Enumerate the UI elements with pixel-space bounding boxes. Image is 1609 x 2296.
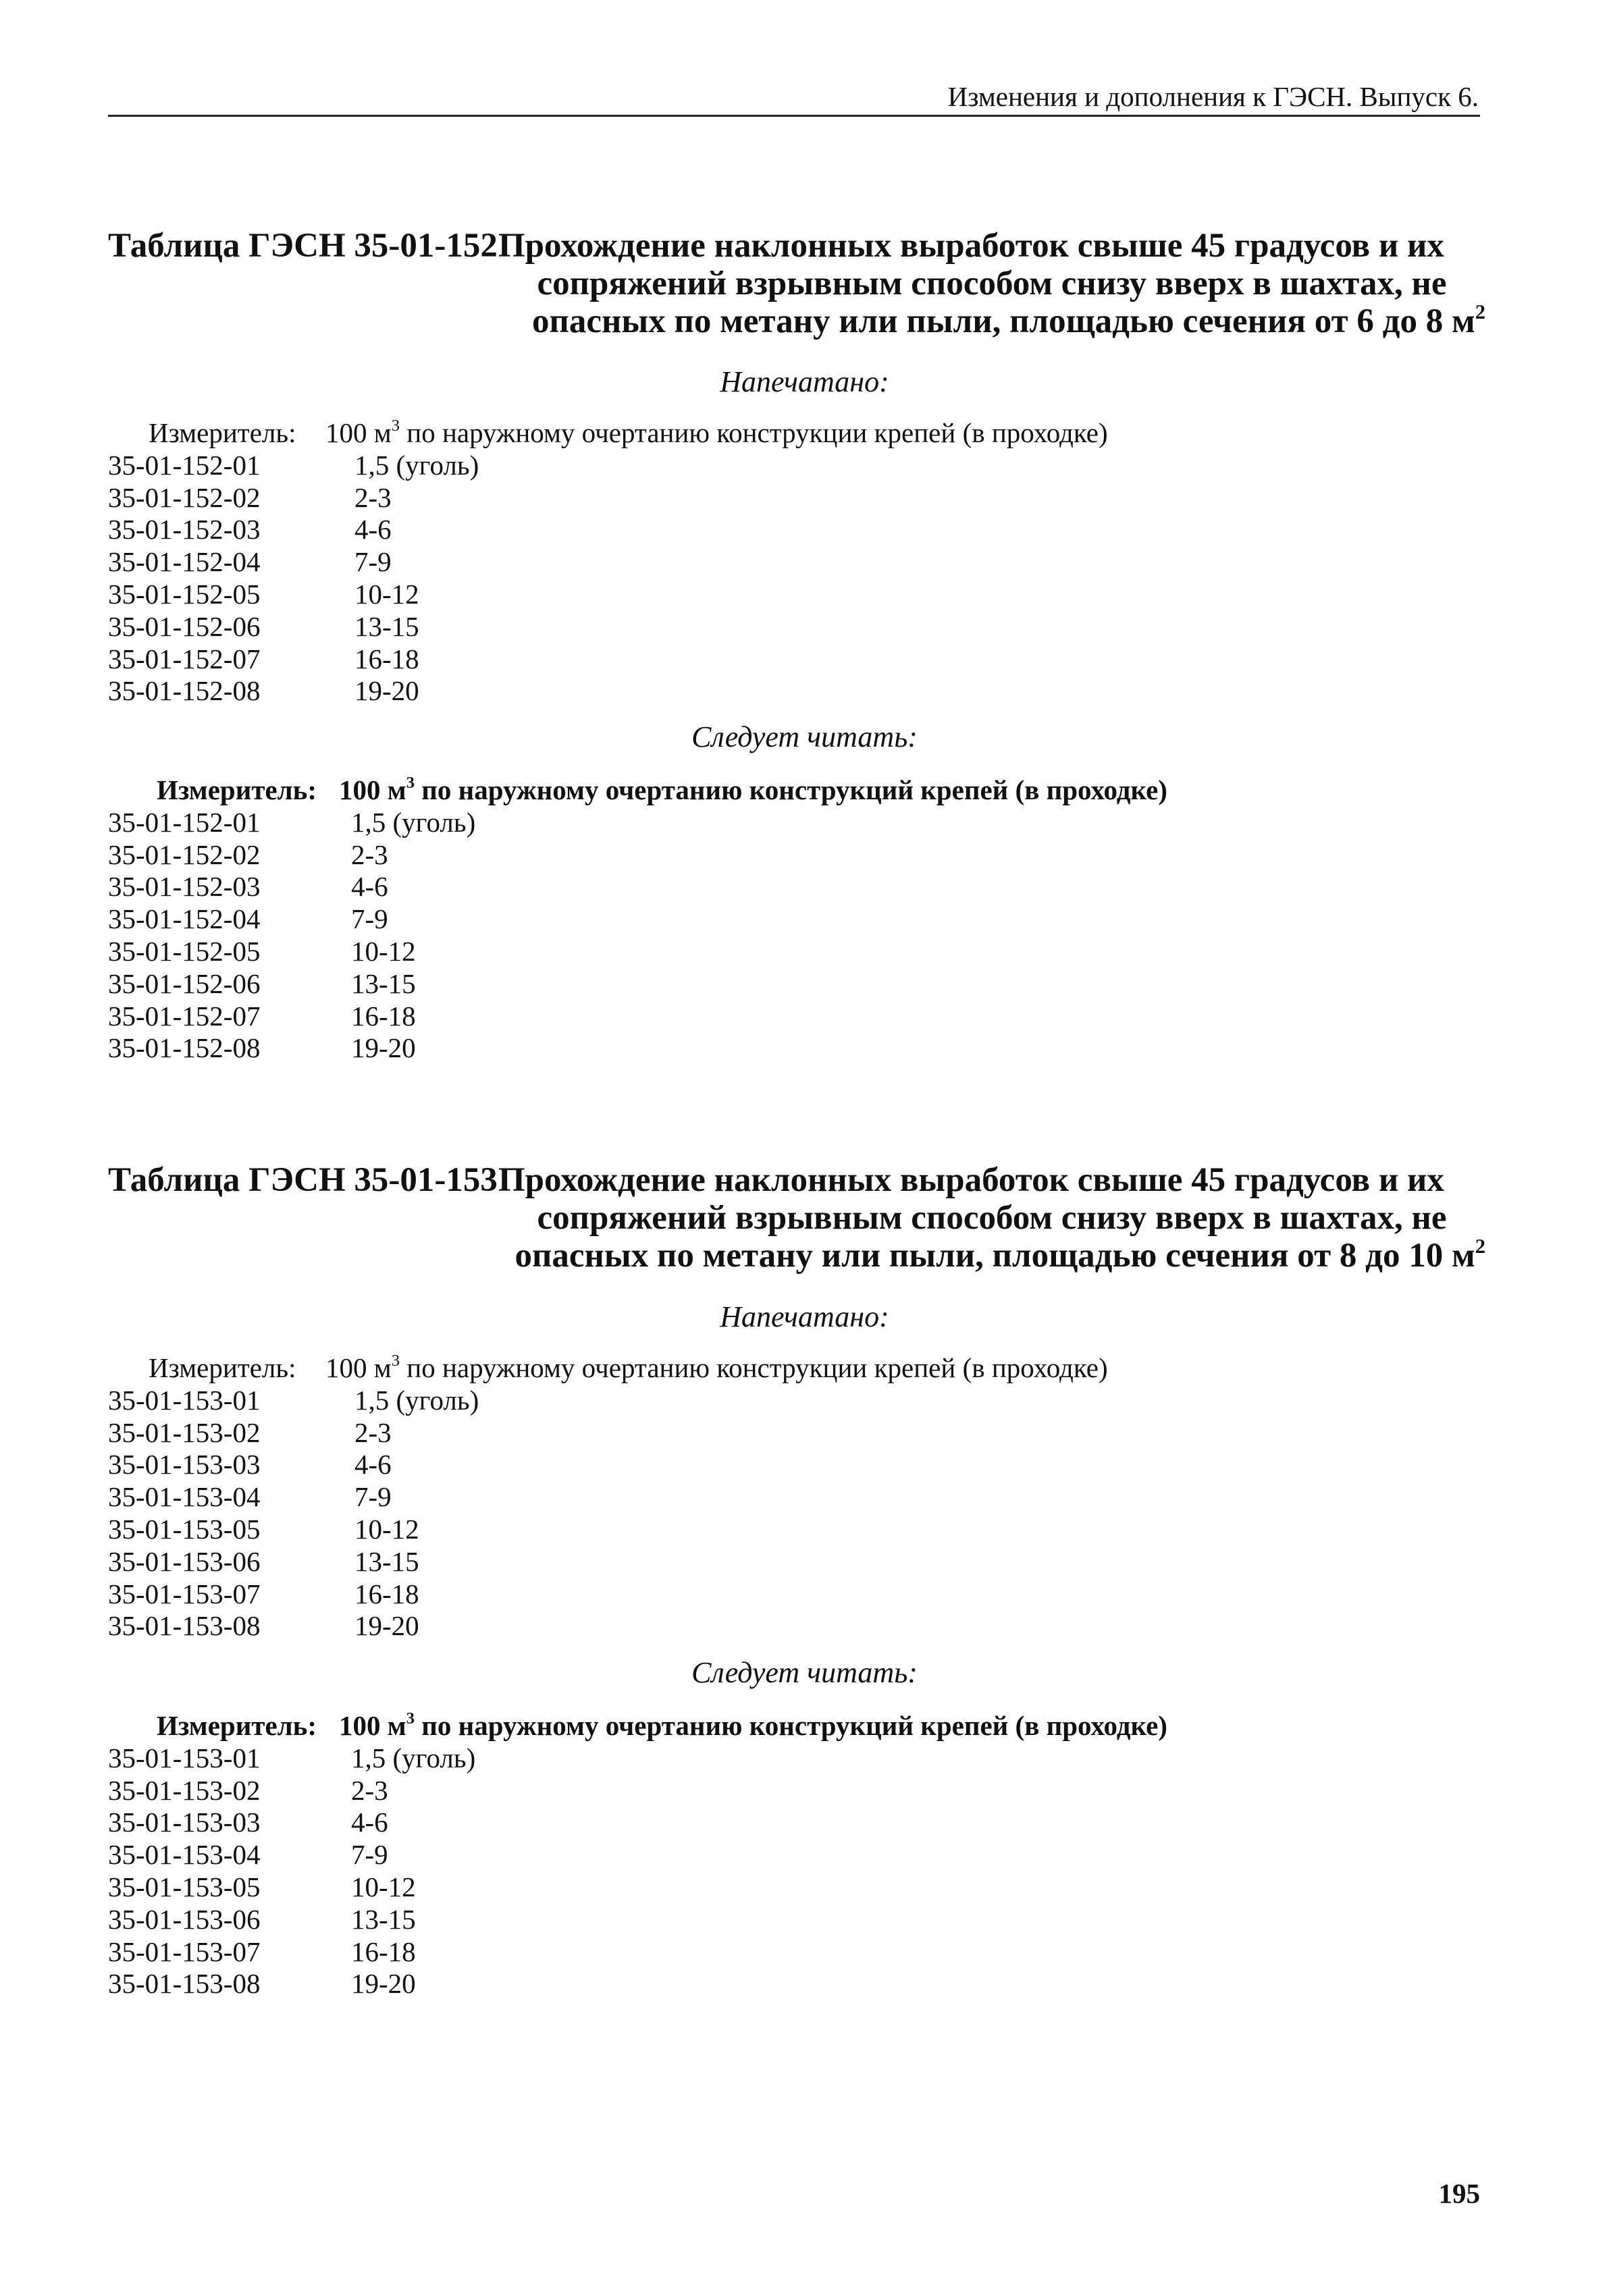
row-value: 19-20 — [351, 1032, 416, 1064]
row-value: 2-3 — [351, 838, 388, 870]
table-row — [108, 1904, 1458, 1936]
row-code: 35-01-152-06 — [108, 967, 261, 999]
row-code: 35-01-153-07 — [108, 1578, 261, 1609]
table-row — [108, 1936, 1458, 1969]
table-row — [108, 839, 1458, 872]
row-code: 35-01-152-01 — [108, 806, 261, 838]
table-row — [108, 1775, 1458, 1807]
row-code: 35-01-153-03 — [108, 1807, 261, 1838]
table-row — [108, 611, 1458, 643]
printed-block-152 — [108, 417, 1458, 708]
row-code: 35-01-152-03 — [108, 514, 261, 545]
row-code: 35-01-152-05 — [108, 935, 261, 967]
page-number: 195 — [1438, 2178, 1480, 2209]
row-code: 35-01-152-02 — [108, 481, 261, 513]
caption-corrected: Следует читать: — [691, 720, 918, 753]
unit-text: 100 $м^3$ по наружному очертанию конструкций крепей (в проходке) — [339, 774, 1167, 805]
row-code: 35-01-152-07 — [108, 643, 261, 674]
row-code: 35-01-153-04 — [108, 1839, 261, 1871]
corrected-block-152 — [108, 774, 1458, 1065]
table-row — [108, 482, 1458, 514]
row-value: 2-3 — [354, 1416, 392, 1448]
row-value: 13-15 — [354, 610, 419, 642]
table-row — [108, 450, 1458, 482]
row-value: 16-18 — [354, 1578, 419, 1609]
row-code: 35-01-153-02 — [108, 1416, 261, 1448]
row-code: 35-01-152-08 — [108, 675, 261, 707]
row-code: 35-01-153-06 — [108, 1545, 261, 1577]
table-row — [108, 1546, 1458, 1578]
row-value: 19-20 — [354, 675, 419, 707]
title-line: Прохождение наклонных выработок свыше 45 градусов и их — [498, 227, 1444, 265]
row-value: 1,5 (уголь) — [351, 806, 476, 838]
rows-list — [108, 807, 1458, 1065]
title-line: сопряжений взрывным способом снизу вверх в шахтах, не — [537, 265, 1447, 302]
unit-label: Измеритель: — [157, 1710, 317, 1741]
rows-list — [108, 1742, 1458, 2000]
caption-corrected: Следует читать: — [691, 1656, 918, 1689]
table-row — [108, 1871, 1458, 1904]
row-value: 10-12 — [354, 1513, 419, 1545]
unit-label: Измеритель: — [157, 774, 317, 805]
row-value: 7-9 — [354, 546, 392, 578]
table-row — [108, 1032, 1458, 1065]
row-value: 4-6 — [354, 1449, 392, 1480]
running-header: Изменения и дополнения к ГЭСН. Выпуск 6. — [947, 81, 1479, 112]
row-value: 1,5 (уголь) — [354, 1384, 479, 1416]
row-code: 35-01-152-04 — [108, 546, 261, 578]
row-value: 16-18 — [354, 643, 419, 674]
row-value: 1,5 (уголь) — [354, 449, 479, 481]
unit-label: Измеритель: — [149, 417, 296, 448]
title-line: сопряжений взрывным способом снизу вверх в шахтах, не — [537, 1199, 1447, 1237]
row-code: 35-01-153-07 — [108, 1935, 261, 1967]
table-row — [108, 1385, 1458, 1417]
row-code: 35-01-152-04 — [108, 903, 261, 935]
row-value: 7-9 — [354, 1481, 392, 1513]
row-value: 7-9 — [351, 903, 388, 935]
table-row — [108, 1610, 1458, 1643]
table-label: Таблица ГЭСН 35-01-153 — [108, 1161, 498, 1199]
table-row — [108, 643, 1458, 676]
table-row — [108, 807, 1458, 839]
row-value: 4-6 — [351, 871, 388, 903]
table-row — [108, 1000, 1458, 1033]
caption-printed: Напечатано: — [720, 365, 889, 398]
row-value: 2-3 — [351, 1774, 388, 1806]
row-value: 13-15 — [354, 1545, 419, 1577]
row-value: 4-6 — [351, 1807, 388, 1838]
row-code: 35-01-153-05 — [108, 1871, 261, 1902]
unit-row — [108, 774, 1458, 807]
row-value: 16-18 — [351, 1000, 416, 1032]
row-code: 35-01-152-05 — [108, 578, 261, 610]
rows-list — [108, 1385, 1458, 1643]
row-code: 35-01-153-03 — [108, 1449, 261, 1480]
table-label: Таблица ГЭСН 35-01-152 — [108, 227, 498, 265]
row-value: 16-18 — [351, 1935, 416, 1967]
row-code: 35-01-153-04 — [108, 1481, 261, 1513]
row-code: 35-01-153-01 — [108, 1384, 261, 1416]
table-row — [108, 1481, 1458, 1514]
table-row — [108, 1449, 1458, 1481]
table-row — [108, 546, 1458, 579]
row-code: 35-01-152-06 — [108, 610, 261, 642]
row-code: 35-01-153-02 — [108, 1774, 261, 1806]
table-row — [108, 1742, 1458, 1775]
row-value: 10-12 — [351, 935, 416, 967]
row-value: 19-20 — [354, 1610, 419, 1642]
unit-text: 100 $м^3$ по наружному очертанию конструкций крепей (в проходке) — [339, 1709, 1167, 1741]
row-code: 35-01-152-01 — [108, 449, 261, 481]
caption-printed: Напечатано: — [720, 1300, 889, 1333]
unit-text: 100 $м^3$ по наружному очертанию конструкции крепей (в проходке) — [325, 417, 1108, 448]
table-row — [108, 1807, 1458, 1839]
table-row — [108, 1514, 1458, 1546]
row-value: 4-6 — [354, 514, 392, 545]
row-code: 35-01-153-06 — [108, 1903, 261, 1935]
row-code: 35-01-152-02 — [108, 838, 261, 870]
row-code: 35-01-152-07 — [108, 1000, 261, 1032]
table-row — [108, 675, 1458, 708]
row-code: 35-01-153-08 — [108, 1610, 261, 1642]
table-row — [108, 936, 1458, 968]
row-value: 13-15 — [351, 967, 416, 999]
row-code: 35-01-153-05 — [108, 1513, 261, 1545]
corrected-block-153 — [108, 1710, 1458, 2000]
row-value: 7-9 — [351, 1839, 388, 1871]
table-row — [108, 903, 1458, 936]
table-row — [108, 968, 1458, 1000]
row-value: 10-12 — [354, 578, 419, 610]
table-row — [108, 1417, 1458, 1449]
unit-label: Измеритель: — [149, 1352, 296, 1383]
row-code: 35-01-153-01 — [108, 1742, 261, 1773]
row-code: 35-01-153-08 — [108, 1968, 261, 2000]
row-value: 1,5 (уголь) — [351, 1742, 476, 1773]
row-code: 35-01-152-08 — [108, 1032, 261, 1064]
table-row — [108, 871, 1458, 903]
row-value: 10-12 — [351, 1871, 416, 1902]
title-line-last: опасных по метану или пыли, площадью сечения от 6 до 8 $м^2$ — [531, 300, 1485, 340]
table-row — [108, 579, 1458, 611]
printed-block-153 — [108, 1352, 1458, 1643]
unit-row — [108, 417, 1458, 450]
table-row — [108, 1839, 1458, 1871]
row-value: 19-20 — [351, 1968, 416, 2000]
header-rule — [108, 115, 1480, 117]
title-line: Прохождение наклонных выработок свыше 45 градусов и их — [498, 1161, 1444, 1199]
row-value: 2-3 — [354, 481, 392, 513]
unit-row — [108, 1710, 1458, 1742]
rows-list — [108, 450, 1458, 708]
unit-text: 100 $м^3$ по наружному очертанию конструкции крепей (в проходке) — [325, 1352, 1108, 1383]
unit-row — [108, 1352, 1458, 1385]
table-row — [108, 1578, 1458, 1611]
title-line-last: опасных по метану или пыли, площадью сечения от 8 до 10 $м^2$ — [515, 1235, 1485, 1275]
table-row — [108, 1968, 1458, 2000]
table-row — [108, 514, 1458, 546]
row-code: 35-01-152-03 — [108, 871, 261, 903]
row-value: 13-15 — [351, 1903, 416, 1935]
